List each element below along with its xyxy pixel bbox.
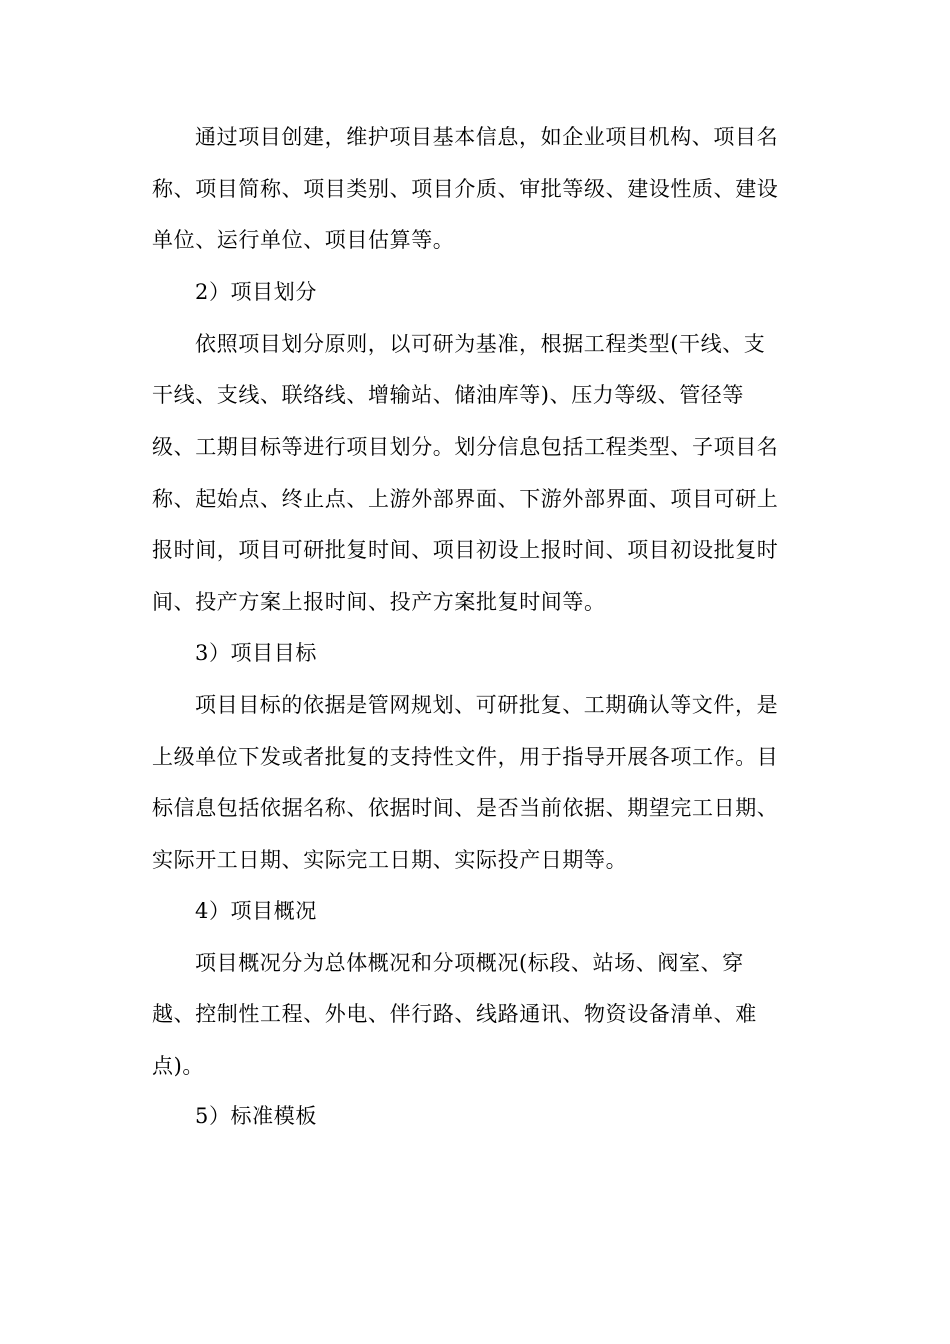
paragraph-division-line-6: 间、投产方案上报时间、投产方案批复时间等。 bbox=[152, 590, 606, 614]
paragraph-division-line-4: 称、起始点、终止点、上游外部界面、下游外部界面、项目可研上 bbox=[152, 487, 779, 511]
paragraph-create-line-1: 通过项目创建，维护项目基本信息，如企业项目机构、项目名 bbox=[195, 125, 779, 149]
paragraph-target-line-1: 项目目标的依据是管网规划、可研批复、工期确认等文件，是 bbox=[195, 693, 779, 717]
paragraph-overview-line-2: 越、控制性工程、外电、伴行路、线路通讯、物资设备清单、难 bbox=[152, 1002, 757, 1026]
paragraph-overview-line-3: 点)。 bbox=[152, 1054, 204, 1078]
paragraph-create-line-3: 单位、运行单位、项目估算等。 bbox=[152, 228, 455, 252]
paragraph-overview-line-1: 项目概况分为总体概况和分项概况(标段、站场、阀室、穿 bbox=[195, 951, 744, 975]
paragraph-division-line-1: 依照项目划分原则，以可研为基准，根据工程类型(干线、支 bbox=[195, 332, 766, 356]
paragraph-target-line-4: 实际开工日期、实际完工日期、实际投产日期等。 bbox=[152, 848, 628, 872]
heading-project-target: 3）项目目标 bbox=[195, 641, 317, 665]
paragraph-division-line-5: 报时间，项目可研批复时间、项目初设上报时间、项目初设批复时 bbox=[152, 538, 779, 562]
paragraph-division-line-3: 级、工期目标等进行项目划分。划分信息包括工程类型、子项目名 bbox=[152, 435, 779, 459]
paragraph-target-line-2: 上级单位下发或者批复的支持性文件，用于指导开展各项工作。目 bbox=[152, 745, 779, 769]
paragraph-division-line-2: 干线、支线、联络线、增输站、储油库等)、压力等级、管径等 bbox=[152, 383, 744, 407]
heading-project-division: 2）项目划分 bbox=[195, 280, 317, 304]
paragraph-create-line-2: 称、项目简称、项目类别、项目介质、审批等级、建设性质、建设 bbox=[152, 177, 779, 201]
paragraph-target-line-3: 标信息包括依据名称、依据时间、是否当前依据、期望完工日期、 bbox=[152, 796, 779, 820]
heading-standard-template: 5）标准模板 bbox=[195, 1104, 317, 1128]
heading-project-overview: 4）项目概况 bbox=[195, 899, 317, 923]
